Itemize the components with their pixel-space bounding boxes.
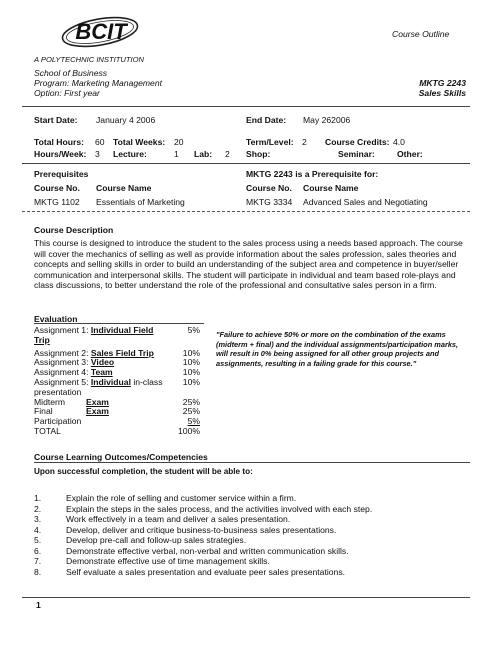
total-weeks-value: 20 xyxy=(174,137,184,147)
footer-rule xyxy=(22,597,470,598)
prereq-col-name: Course Name xyxy=(96,183,152,193)
course-title: Sales Skills xyxy=(418,88,466,98)
evaluation-row: Final Exam 25% xyxy=(34,406,200,417)
evaluation-heading: Evaluation xyxy=(34,314,78,324)
prereq-rule xyxy=(22,211,470,212)
doc-type: Course Outline xyxy=(392,29,450,39)
school-name: School of Business xyxy=(34,68,108,78)
program-name: Program: Marketing Management xyxy=(34,78,163,88)
prereq-for-col-no: Course No. xyxy=(246,183,292,193)
lecture-value: 1 xyxy=(174,149,179,159)
evaluation-row: Midterm Exam 25% xyxy=(34,396,200,407)
total-hours-label: Total Hours: xyxy=(34,137,84,147)
description-heading: Course Description xyxy=(34,225,114,235)
institution-tagline: A POLYTECHNIC INSTITUTION xyxy=(34,55,144,64)
list-item: 1. Explain the role of selling and customer service within a firm. xyxy=(34,493,297,503)
lab-value: 2 xyxy=(225,149,230,159)
lab-label: Lab: xyxy=(194,149,213,159)
start-date-label: Start Date: xyxy=(34,115,78,125)
evaluation-row: Assignment 1: Individual Field Trip 5% xyxy=(34,325,200,345)
prereq-for-course-no: MKTG 3334 xyxy=(246,197,293,207)
course-credits-value: 4.0 xyxy=(393,137,405,147)
hours-week-label: Hours/Week: xyxy=(34,149,87,159)
page-number: 1 xyxy=(36,600,41,610)
evaluation-note: "Failure to achieve 50% or more on the combination of the exams (midterm + final) and the individual assignments/participation marks, will result in 0% being assigned for all other group projects and assignments, resulting in a failing grade for this course." xyxy=(216,330,459,368)
description-text: This course is designed to introduce the student to the sales process using a needs based approach. The course will cover the mechanics of selling as well as provide information about the sales profession, sales theories and concepts and selling skills in order to build an understanding of the subject area and competence in buyer/seller communication and interpersonal skills. The student will participate in individual and team based role-plays and class discussions, to better understand the role of the professional and consultative sales person in a firm. xyxy=(34,238,463,291)
end-date-value: May 262006 xyxy=(303,115,351,125)
other-label: Other: xyxy=(397,149,423,159)
list-item: 4. Develop, deliver and critique business-to-business sales presentations. xyxy=(34,524,337,535)
outcomes-intro: Upon successful completion, the student will be able to: xyxy=(34,467,253,476)
evaluation-row: Assignment 2: Sales Field Trip 10% xyxy=(34,347,200,358)
total-hours-value: 60 xyxy=(95,137,105,147)
total-weeks-label: Total Weeks: xyxy=(113,137,166,147)
list-item: 6. Demonstrate effective verbal, non-verbal and written communication skills. xyxy=(34,545,349,556)
prereq-course-no: MKTG 1102 xyxy=(34,197,80,207)
hours-week-value: 3 xyxy=(95,149,100,159)
logo-text: BCIT xyxy=(75,19,127,44)
evaluation-row: Assignment 3: Video 10% xyxy=(34,357,200,368)
term-level-value: 2 xyxy=(302,137,307,147)
outcomes-heading: Course Learning Outcomes/Competencies xyxy=(34,452,208,462)
course-code: MKTG 2243 xyxy=(419,78,466,88)
list-item: 5. Develop pre-call and follow-up sales strategies. xyxy=(34,535,247,545)
course-credits-label: Course Credits: xyxy=(325,137,390,147)
prereq-for-course-name: Advanced Sales and Negotiating xyxy=(303,197,428,207)
end-date-label: End Date: xyxy=(246,115,287,125)
prereq-col-no: Course No. xyxy=(34,183,80,193)
lecture-label: Lecture: xyxy=(113,149,147,159)
outcomes-rule xyxy=(34,462,470,463)
start-date-value: January 4 2006 xyxy=(96,115,156,125)
term-level-label: Term/Level: xyxy=(246,137,294,147)
seminar-label: Seminar: xyxy=(338,149,375,159)
list-item: 2. Explain the steps in the sales process, and the activities involved with each step. xyxy=(34,503,373,514)
evaluation-row: Participation 5% xyxy=(34,416,200,427)
bcit-logo xyxy=(60,12,142,52)
list-item: 8. Self evaluate a sales presentation and evaluate peer sales presentations. xyxy=(34,566,346,577)
shop-label: Shop: xyxy=(246,149,271,159)
prereq-course-name: Essentials of Marketing xyxy=(96,197,185,207)
details-rule xyxy=(22,163,470,164)
prereq-for-col-name: Course Name xyxy=(303,183,359,193)
outcomes-list xyxy=(34,493,470,577)
program-option: Option: First year xyxy=(34,88,100,98)
header-rule xyxy=(22,106,470,107)
list-item: 3. Work effectively in a team and deliver a sales presentation. xyxy=(34,514,291,524)
prerequisites-heading: Prerequisites xyxy=(34,169,89,179)
list-item: 7. Demonstrate effective use of time management skills. xyxy=(34,556,270,566)
evaluation-rule xyxy=(34,323,204,324)
prerequisite-for-heading: MKTG 2243 is a Prerequisite for: xyxy=(246,169,379,179)
evaluation-row: Assignment 4: Team 10% xyxy=(34,367,200,378)
evaluation-row: TOTAL 100% xyxy=(34,425,200,436)
evaluation-row: Assignment 5: Individual in-class presentation 10% xyxy=(34,376,200,397)
evaluation-table xyxy=(34,326,200,437)
